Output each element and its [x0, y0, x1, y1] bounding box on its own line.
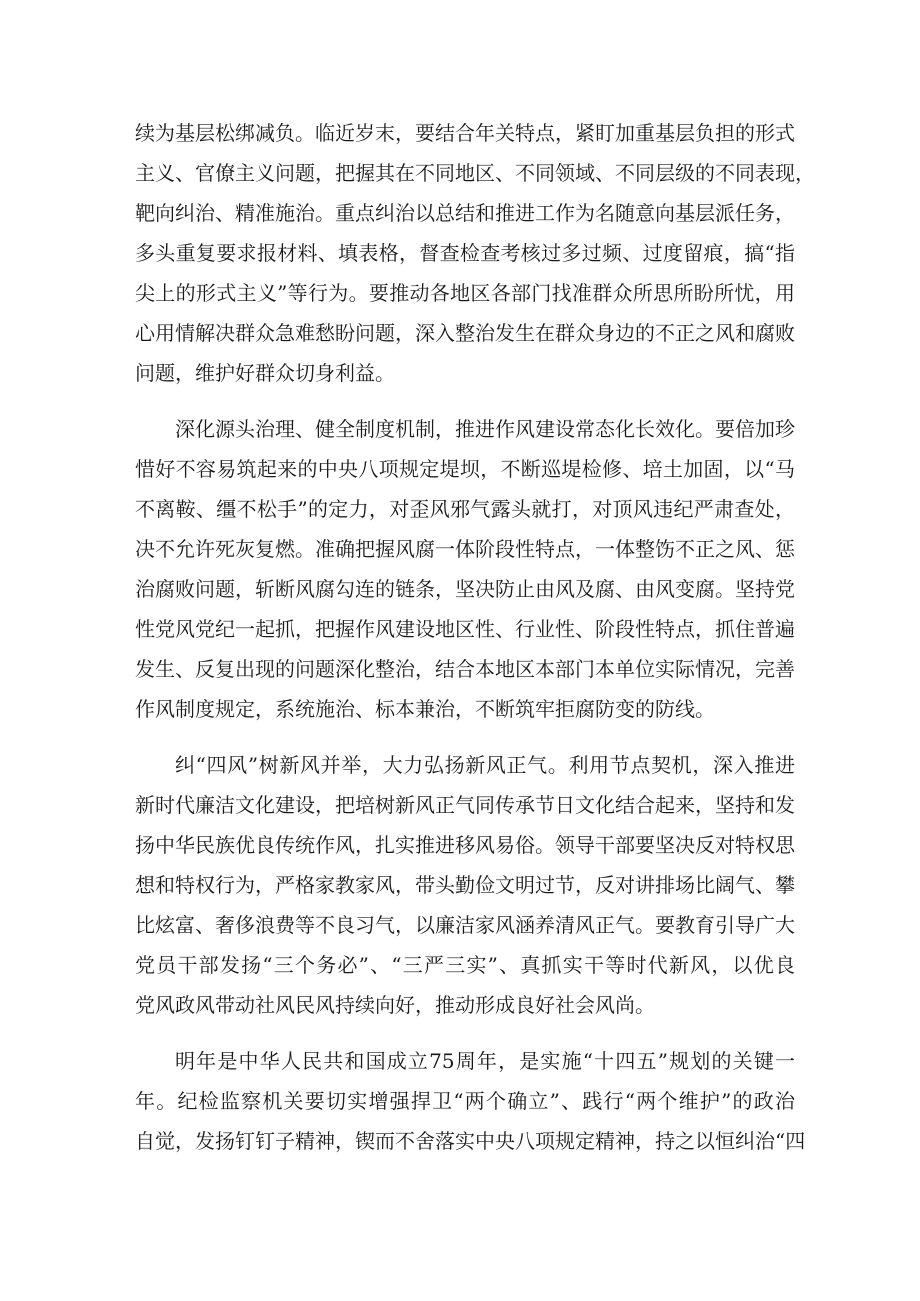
text-line: 新时代廉洁文化建设，把培树新风正气同传承节日文化结合起来，坚持和发	[135, 793, 795, 817]
text-line: 决不允许死灰复燃。准确把握风腐一体阶段性特点，一体整饬不正之风、惩	[135, 537, 795, 561]
text-line: 想和特权行为，严格家教家风，带头勤俭文明过节，反对讲排场比阔气、攀	[135, 873, 795, 897]
text-line: 续为基层松绑减负。临近岁末，要结合年关特点，紧盯加重基层负担的形式	[135, 121, 795, 145]
text-line: 性党风党纪一起抓，把握作风建设地区性、行业性、阶段性特点，抓住普遍	[135, 617, 795, 641]
text-line: 主义、官僚主义问题，把握其在不同地区、不同领域、不同层级的不同表现，	[135, 161, 815, 185]
text-line: 党员干部发扬“三个务必”、“三严三实”、真抓实干等时代新风，以优良	[135, 953, 795, 977]
paragraph-gap	[135, 393, 795, 409]
text-line: 自觉，发扬钉钉子精神，锲而不舍落实中央八项规定精神，持之以恒纠治“四	[135, 1129, 806, 1153]
paragraph-3	[135, 745, 795, 1025]
text-line: 明年是中华人民共和国成立75周年，是实施“十四五”规划的关键一	[175, 1049, 795, 1073]
text-line: 问题，维护好群众切身利益。	[135, 361, 395, 385]
text-line: 惜好不容易筑起来的中央八项规定堤坝，不断巡堤检修、培土加固，以“马	[135, 457, 795, 481]
paragraph-4	[135, 1041, 806, 1161]
text-line: 靶向纠治、精准施治。重点纠治以总结和推进工作为名随意向基层派任务，	[135, 201, 795, 225]
text-line: 年。纪检监察机关要切实增强捍卫“两个确立”、践行“两个维护”的政治	[135, 1089, 795, 1113]
text-line: 不离鞍、缰不松手”的定力，对歪风邪气露头就打，对顶风违纪严肃查处，	[135, 497, 795, 521]
text-line: 发生、反复出现的问题深化整治，结合本地区本部门本单位实际情况，完善	[135, 657, 795, 681]
text-line: 党风政风带动社风民风持续向好，推动形成良好社会风尚。	[135, 993, 655, 1017]
text-line: 治腐败问题，斩断风腐勾连的链条，坚决防止由风及腐、由风变腐。坚持党	[135, 577, 795, 601]
text-line: 心用情解决群众急难愁盼问题，深入整治发生在群众身边的不正之风和腐败	[135, 321, 795, 345]
text-line: 纠“四风”树新风并举，大力弘扬新风正气。利用节点契机，深入推进	[175, 753, 795, 777]
text-line: 多头重复要求报材料、填表格，督查检查考核过多过频、过度留痕，搞“指	[135, 241, 795, 265]
text-line: 比炫富、奢侈浪费等不良习气，以廉洁家风涵养清风正气。要教育引导广大	[135, 913, 795, 937]
paragraph-gap	[135, 729, 795, 745]
paragraph-1	[135, 113, 815, 393]
document-body	[135, 113, 815, 1161]
paragraph-2	[135, 409, 795, 729]
paragraph-gap	[135, 1025, 795, 1041]
text-line: 扬中华民族优良传统作风，扎实推进移风易俗。领导干部要坚决反对特权思	[135, 833, 795, 857]
text-line: 深化源头治理、健全制度机制，推进作风建设常态化长效化。要倍加珍	[175, 417, 795, 441]
text-line: 作风制度规定，系统施治、标本兼治，不断筑牢拒腐防变的防线。	[135, 697, 715, 721]
text-line: 尖上的形式主义”等行为。要推动各地区各部门找准群众所思所盼所忧，用	[135, 281, 795, 305]
